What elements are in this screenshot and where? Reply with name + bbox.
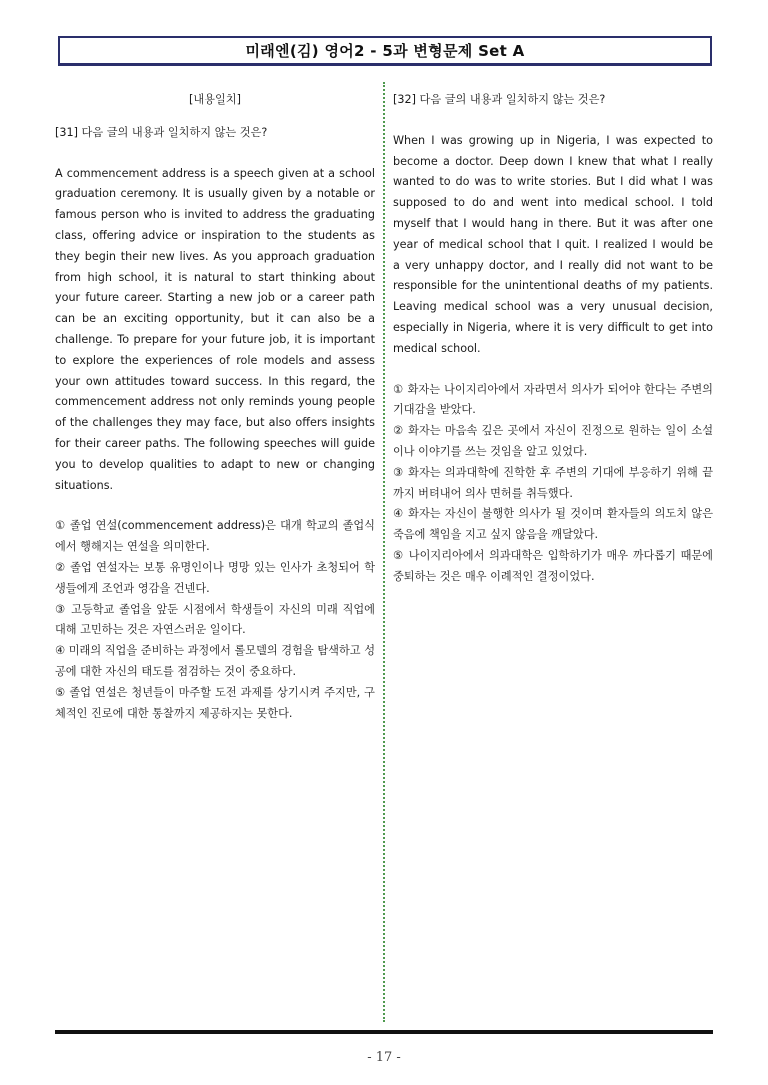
page-number: - 17 - bbox=[367, 1050, 401, 1065]
option-item: ⑤ 졸업 연설은 청년들이 마주할 도전 과제를 상기시켜 주지만, 구체적인 진로에 대한 통찰까지 제공하지는 못한다. bbox=[55, 685, 375, 720]
option-item: ① 화자는 나이지리아에서 자라면서 의사가 되어야 한다는 주변의 기대감을 받았다. bbox=[393, 382, 713, 417]
option-item: ④ 미래의 직업을 준비하는 과정에서 롤모델의 경험을 탐색하고 성공에 대한 자신의 태도를 점검하는 것이 중요하다. bbox=[55, 644, 375, 678]
option-item: ④ 화자는 자신이 불행한 의사가 될 것이며 환자들의 의도치 않은 죽음에 책임을 지고 싶지 않음을 깨달았다. bbox=[393, 507, 713, 542]
section-heading: [내용일치] bbox=[189, 93, 241, 106]
column-divider bbox=[383, 82, 385, 1022]
option-item: ③ 고등학교 졸업을 앞둔 시점에서 학생들이 자신의 미래 직업에 대해 고민하는 것은 자연스러운 일이다. bbox=[55, 602, 375, 637]
right-column bbox=[393, 90, 713, 588]
question-32-title: [32] 다음 글의 내용과 일치하지 않는 것은? bbox=[393, 93, 606, 106]
question-32-passage: When I was growing up in Nigeria, I was expected to become a doctor. Deep down I knew that what I really wanted to do was to write stories. But I did what I was supposed to do and went into medical school. I told myself that I would hang in there. But it was after one year of medical school that I quit. I realized I would be a very unhappy doctor, and I really did not want to be responsible for the unintentional deaths of my patients. Leaving medical school was a very unusual decision, especially in Nigeria, where it is very difficult to get into medical school. bbox=[393, 133, 713, 355]
question-31-options bbox=[55, 516, 375, 724]
footer-rule bbox=[55, 1030, 713, 1034]
option-item: ② 화자는 마음속 깊은 곳에서 자신이 진정으로 원하는 일이 소설이나 이야기를 쓰는 것임을 알고 있었다. bbox=[393, 424, 713, 458]
option-item: ② 졸업 연설자는 보통 유명인이나 명망 있는 인사가 초청되어 학생들에게 조언과 영감을 건넨다. bbox=[55, 560, 375, 595]
option-item: ① 졸업 연설(commencement address)은 대개 학교의 졸업식에서 행해지는 연설을 의미한다. bbox=[55, 519, 375, 554]
left-column bbox=[55, 90, 375, 724]
question-32-options bbox=[393, 380, 713, 588]
title-box bbox=[58, 36, 712, 66]
option-item: ③ 화자는 의과대학에 진학한 후 주변의 기대에 부응하기 위해 끝까지 버텨내어 의사 면허를 취득했다. bbox=[393, 465, 713, 500]
question-31-title: [31] 다음 글의 내용과 일치하지 않는 것은? bbox=[55, 125, 268, 139]
page-title: 미래엔(김) 영어2 - 5과 변형문제 Set A bbox=[245, 42, 525, 60]
option-item: ⑤ 나이지리아에서 의과대학은 입학하기가 매우 까다롭기 때문에 중퇴하는 것은 매우 이례적인 결정이었다. bbox=[393, 548, 713, 583]
question-31-passage: A commencement address is a speech given at a school graduation ceremony. It is usually given by a notable or famous person who is invited to address the graduating class, offering advice or inspiration to the students as they begin their new lives. As you approach graduation from high school, it is natural to start thinking about your future career. Starting a new job or a career path can be an exciting opportunity, but it can also be a challenge. To prepare for your future job, it is important to explore the experiences of role models and assess your own attitudes toward success. In this regard, the commencement address not only reminds young people of the challenges they may face, but also offers insights for their career paths. The following speeches will guide you to develop qualities to adapt to new or changing situations. bbox=[55, 166, 375, 492]
